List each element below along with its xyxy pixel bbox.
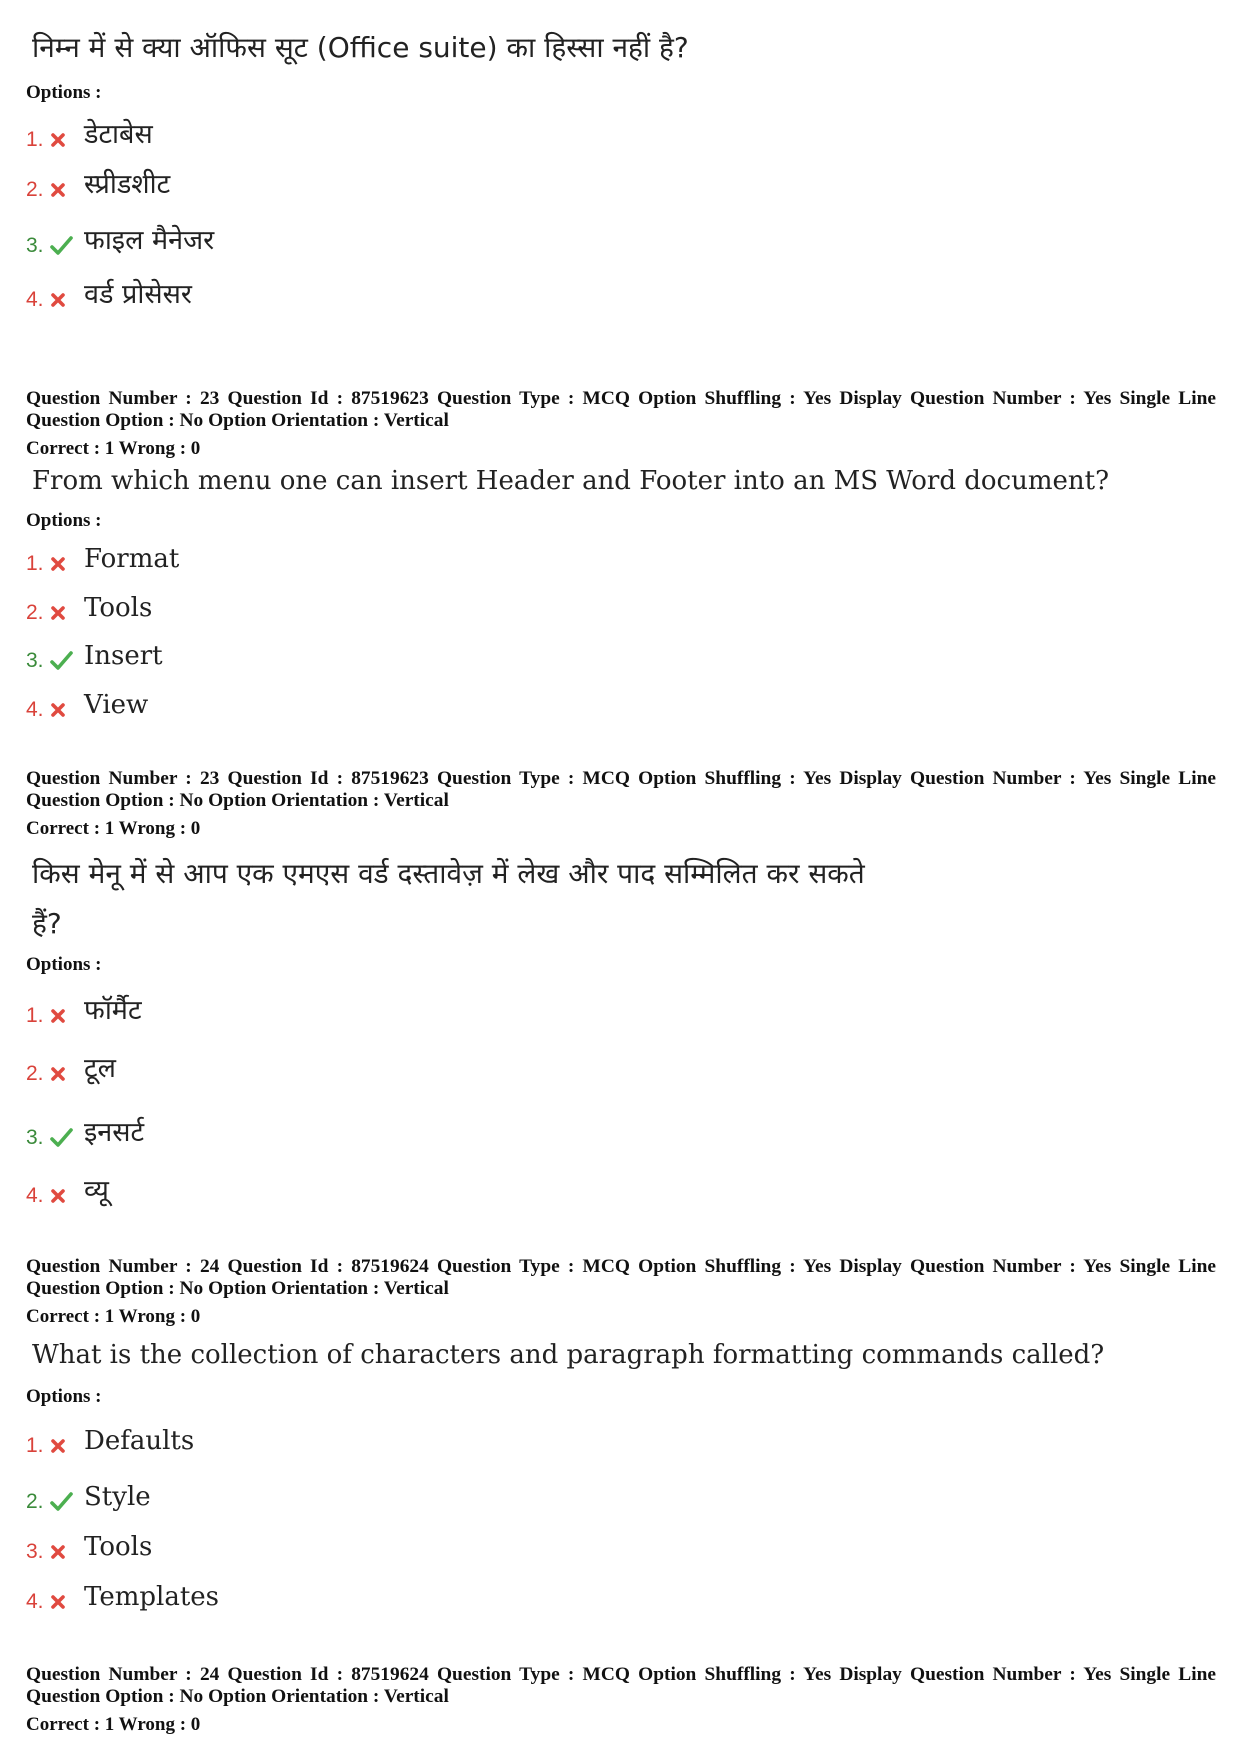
option-text: व्यू	[84, 1175, 109, 1206]
cross-mark-icon	[50, 178, 84, 202]
option-number: 3.	[26, 1126, 44, 1149]
option-text: Defaults	[84, 1426, 195, 1456]
option-item	[26, 218, 214, 258]
option-text: Insert	[84, 641, 163, 671]
option-number: 2.	[26, 1490, 44, 1513]
marking-scheme: Correct : 1 Wrong : 0	[26, 438, 201, 459]
option-number: 4.	[26, 288, 44, 311]
cross-mark-icon	[50, 601, 84, 625]
option-number: 3.	[26, 234, 44, 257]
option-text: Templates	[84, 1582, 220, 1612]
option-text: डेटाबेस	[84, 119, 153, 150]
option-number: 1.	[26, 128, 44, 151]
option-item	[26, 988, 142, 1028]
option-item	[26, 633, 163, 673]
options-label: Options :	[26, 1386, 102, 1407]
option-text: Format	[84, 544, 180, 574]
check-mark-icon	[50, 649, 84, 673]
cross-mark-icon	[50, 1540, 84, 1564]
cross-mark-icon	[50, 1434, 84, 1458]
cross-mark-icon	[50, 1590, 84, 1614]
option-item	[26, 162, 170, 202]
option-number: 2.	[26, 601, 44, 624]
cross-mark-icon	[50, 552, 84, 576]
option-number: 4.	[26, 1590, 44, 1613]
options-label: Options :	[26, 82, 102, 103]
option-text: इनसर्ट	[84, 1117, 145, 1148]
check-mark-icon	[50, 234, 84, 258]
option-item	[26, 1168, 109, 1208]
option-number: 3.	[26, 649, 44, 672]
question-metadata: Question Number : 23 Question Id : 87519623 Question Type : MCQ Option Shuffling : Yes Display Question Number : Yes Single Line Question Option : No Option Orientation : Vertical	[26, 388, 1216, 431]
option-text: Tools	[84, 593, 153, 623]
option-number: 4.	[26, 1184, 44, 1207]
check-mark-icon	[50, 1126, 84, 1150]
option-number: 2.	[26, 1062, 44, 1085]
option-number: 1.	[26, 1004, 44, 1027]
cross-mark-icon	[50, 288, 84, 312]
cross-mark-icon	[50, 1184, 84, 1208]
option-number: 1.	[26, 552, 44, 575]
question-text: From which menu one can insert Header and Footer into an MS Word document?	[32, 466, 1110, 496]
marking-scheme: Correct : 1 Wrong : 0	[26, 1714, 201, 1735]
option-number: 2.	[26, 178, 44, 201]
cross-mark-icon	[50, 128, 84, 152]
option-number: 3.	[26, 1540, 44, 1563]
marking-scheme: Correct : 1 Wrong : 0	[26, 818, 201, 839]
option-number: 1.	[26, 1434, 44, 1457]
question-metadata: Question Number : 24 Question Id : 87519624 Question Type : MCQ Option Shuffling : Yes Display Question Number : Yes Single Line Question Option : No Option Orientation : Vertical	[26, 1256, 1216, 1299]
option-text: Style	[84, 1482, 151, 1512]
option-text: फॉर्मैट	[84, 995, 142, 1026]
option-number: 4.	[26, 698, 44, 721]
option-item	[26, 1474, 151, 1514]
option-item	[26, 1524, 152, 1564]
option-text: Tools	[84, 1532, 153, 1562]
options-label: Options :	[26, 510, 102, 531]
option-text: फाइल मैनेजर	[84, 225, 215, 256]
options-label: Options :	[26, 954, 102, 975]
cross-mark-icon	[50, 698, 84, 722]
option-text: टूल	[84, 1053, 116, 1084]
option-item	[26, 1574, 219, 1614]
option-item	[26, 682, 148, 722]
marking-scheme: Correct : 1 Wrong : 0	[26, 1306, 201, 1327]
option-item	[26, 1418, 194, 1458]
question-text-line-2: हैं?	[32, 907, 62, 940]
option-item	[26, 1046, 116, 1086]
option-item	[26, 1110, 144, 1150]
check-mark-icon	[50, 1490, 84, 1514]
option-text: वर्ड प्रोसेसर	[84, 279, 192, 310]
question-metadata: Question Number : 23 Question Id : 87519623 Question Type : MCQ Option Shuffling : Yes Display Question Number : Yes Single Line Question Option : No Option Orientation : Vertical	[26, 768, 1216, 811]
option-item	[26, 272, 192, 312]
option-text: View	[84, 690, 149, 720]
option-item	[26, 536, 179, 576]
question-text: What is the collection of characters and paragraph formatting commands called?	[32, 1340, 1105, 1370]
question-text: निम्न में से क्या ऑफिस सूट (Office suite) का हिस्सा नहीं है?	[32, 31, 689, 64]
option-item	[26, 585, 152, 625]
option-item	[26, 112, 153, 152]
question-metadata: Question Number : 24 Question Id : 87519624 Question Type : MCQ Option Shuffling : Yes Display Question Number : Yes Single Line Question Option : No Option Orientation : Vertical	[26, 1664, 1216, 1707]
cross-mark-icon	[50, 1004, 84, 1028]
option-text: स्प्रीडशीट	[84, 169, 171, 200]
cross-mark-icon	[50, 1062, 84, 1086]
question-text-line-1: किस मेनू में से आप एक एमएस वर्ड दस्तावेज़ में लेख और पाद सम्मिलित कर सकते	[32, 857, 865, 890]
